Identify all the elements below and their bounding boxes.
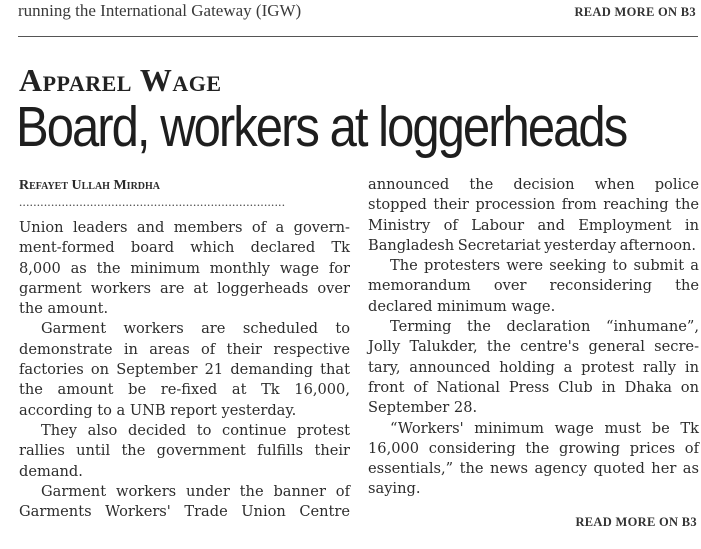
body-line: demonstrate in areas of their respective	[19, 340, 350, 358]
body-line: saying.	[368, 480, 421, 498]
body-line: The protesters were seeking to submit a	[390, 257, 699, 275]
body-line: announced the decision when police	[368, 176, 699, 193]
article-column-2	[368, 175, 699, 500]
read-more-link-bottom[interactable]: READ MORE ON B3	[575, 515, 697, 529]
article-headline: Board, workers at loggerheads	[16, 95, 627, 159]
body-line: “Workers' minimum wage must be Tk	[390, 419, 699, 437]
body-line: Jolly Talukder, the centre's general secre-	[368, 338, 699, 356]
article-byline: Refayet Ullah Mirdha	[19, 178, 161, 193]
body-line: the amount be re-fixed at Tk 16,000,	[19, 381, 350, 399]
body-line: 8,000 as the minimum monthly wage for	[19, 259, 350, 277]
body-line: They also decided to continue protest	[41, 421, 350, 439]
body-line: Bangladesh Secretariat yesterday afternoon.	[368, 236, 696, 254]
body-line: garment workers are at loggerheads over	[19, 279, 350, 297]
body-line: according to a UNB report yesterday.	[19, 401, 297, 419]
body-line: ment-formed board which declared Tk	[19, 239, 350, 257]
body-line: Garment workers are scheduled to	[41, 320, 350, 338]
body-line: front of National Press Club in Dhaka on	[368, 378, 699, 396]
body-line: essentials,” the news agency quoted her as	[368, 460, 699, 478]
section-divider	[18, 36, 698, 37]
body-line: demand.	[19, 462, 83, 480]
body-line: the amount.	[19, 300, 109, 318]
teaser-text: running the International Gateway (IGW)	[18, 1, 302, 20]
body-line: rallies until the government fulfills their	[19, 442, 350, 460]
body-line: Garments Workers' Trade Union Centre	[19, 503, 350, 521]
body-line: September 28.	[368, 399, 478, 417]
body-line: Ministry of Labour and Employment in	[368, 216, 699, 234]
read-more-link-top[interactable]: READ MORE ON B3	[574, 5, 696, 19]
article-column-1	[19, 218, 350, 522]
body-line: Terming the declaration “inhumane”,	[390, 318, 699, 336]
body-line: memorandum over reconsidering the	[368, 277, 699, 295]
body-line: declared minimum wage.	[368, 297, 556, 315]
byline-dotted-rule: ...........................................................................	[19, 196, 286, 208]
body-line: Union leaders and members of a govern-	[19, 219, 350, 236]
body-line: Garment workers under the banner of	[41, 482, 350, 500]
body-line: tary, announced holding a protest rally in	[368, 358, 699, 376]
body-line: 16,000 considering the growing prices of	[368, 439, 699, 457]
article-kicker: Apparel Wage	[19, 62, 222, 98]
body-line: factories on September 21 demanding that	[19, 361, 350, 379]
previous-story-teaser	[18, 0, 698, 28]
body-line: stopped their procession from reaching the	[368, 196, 699, 214]
